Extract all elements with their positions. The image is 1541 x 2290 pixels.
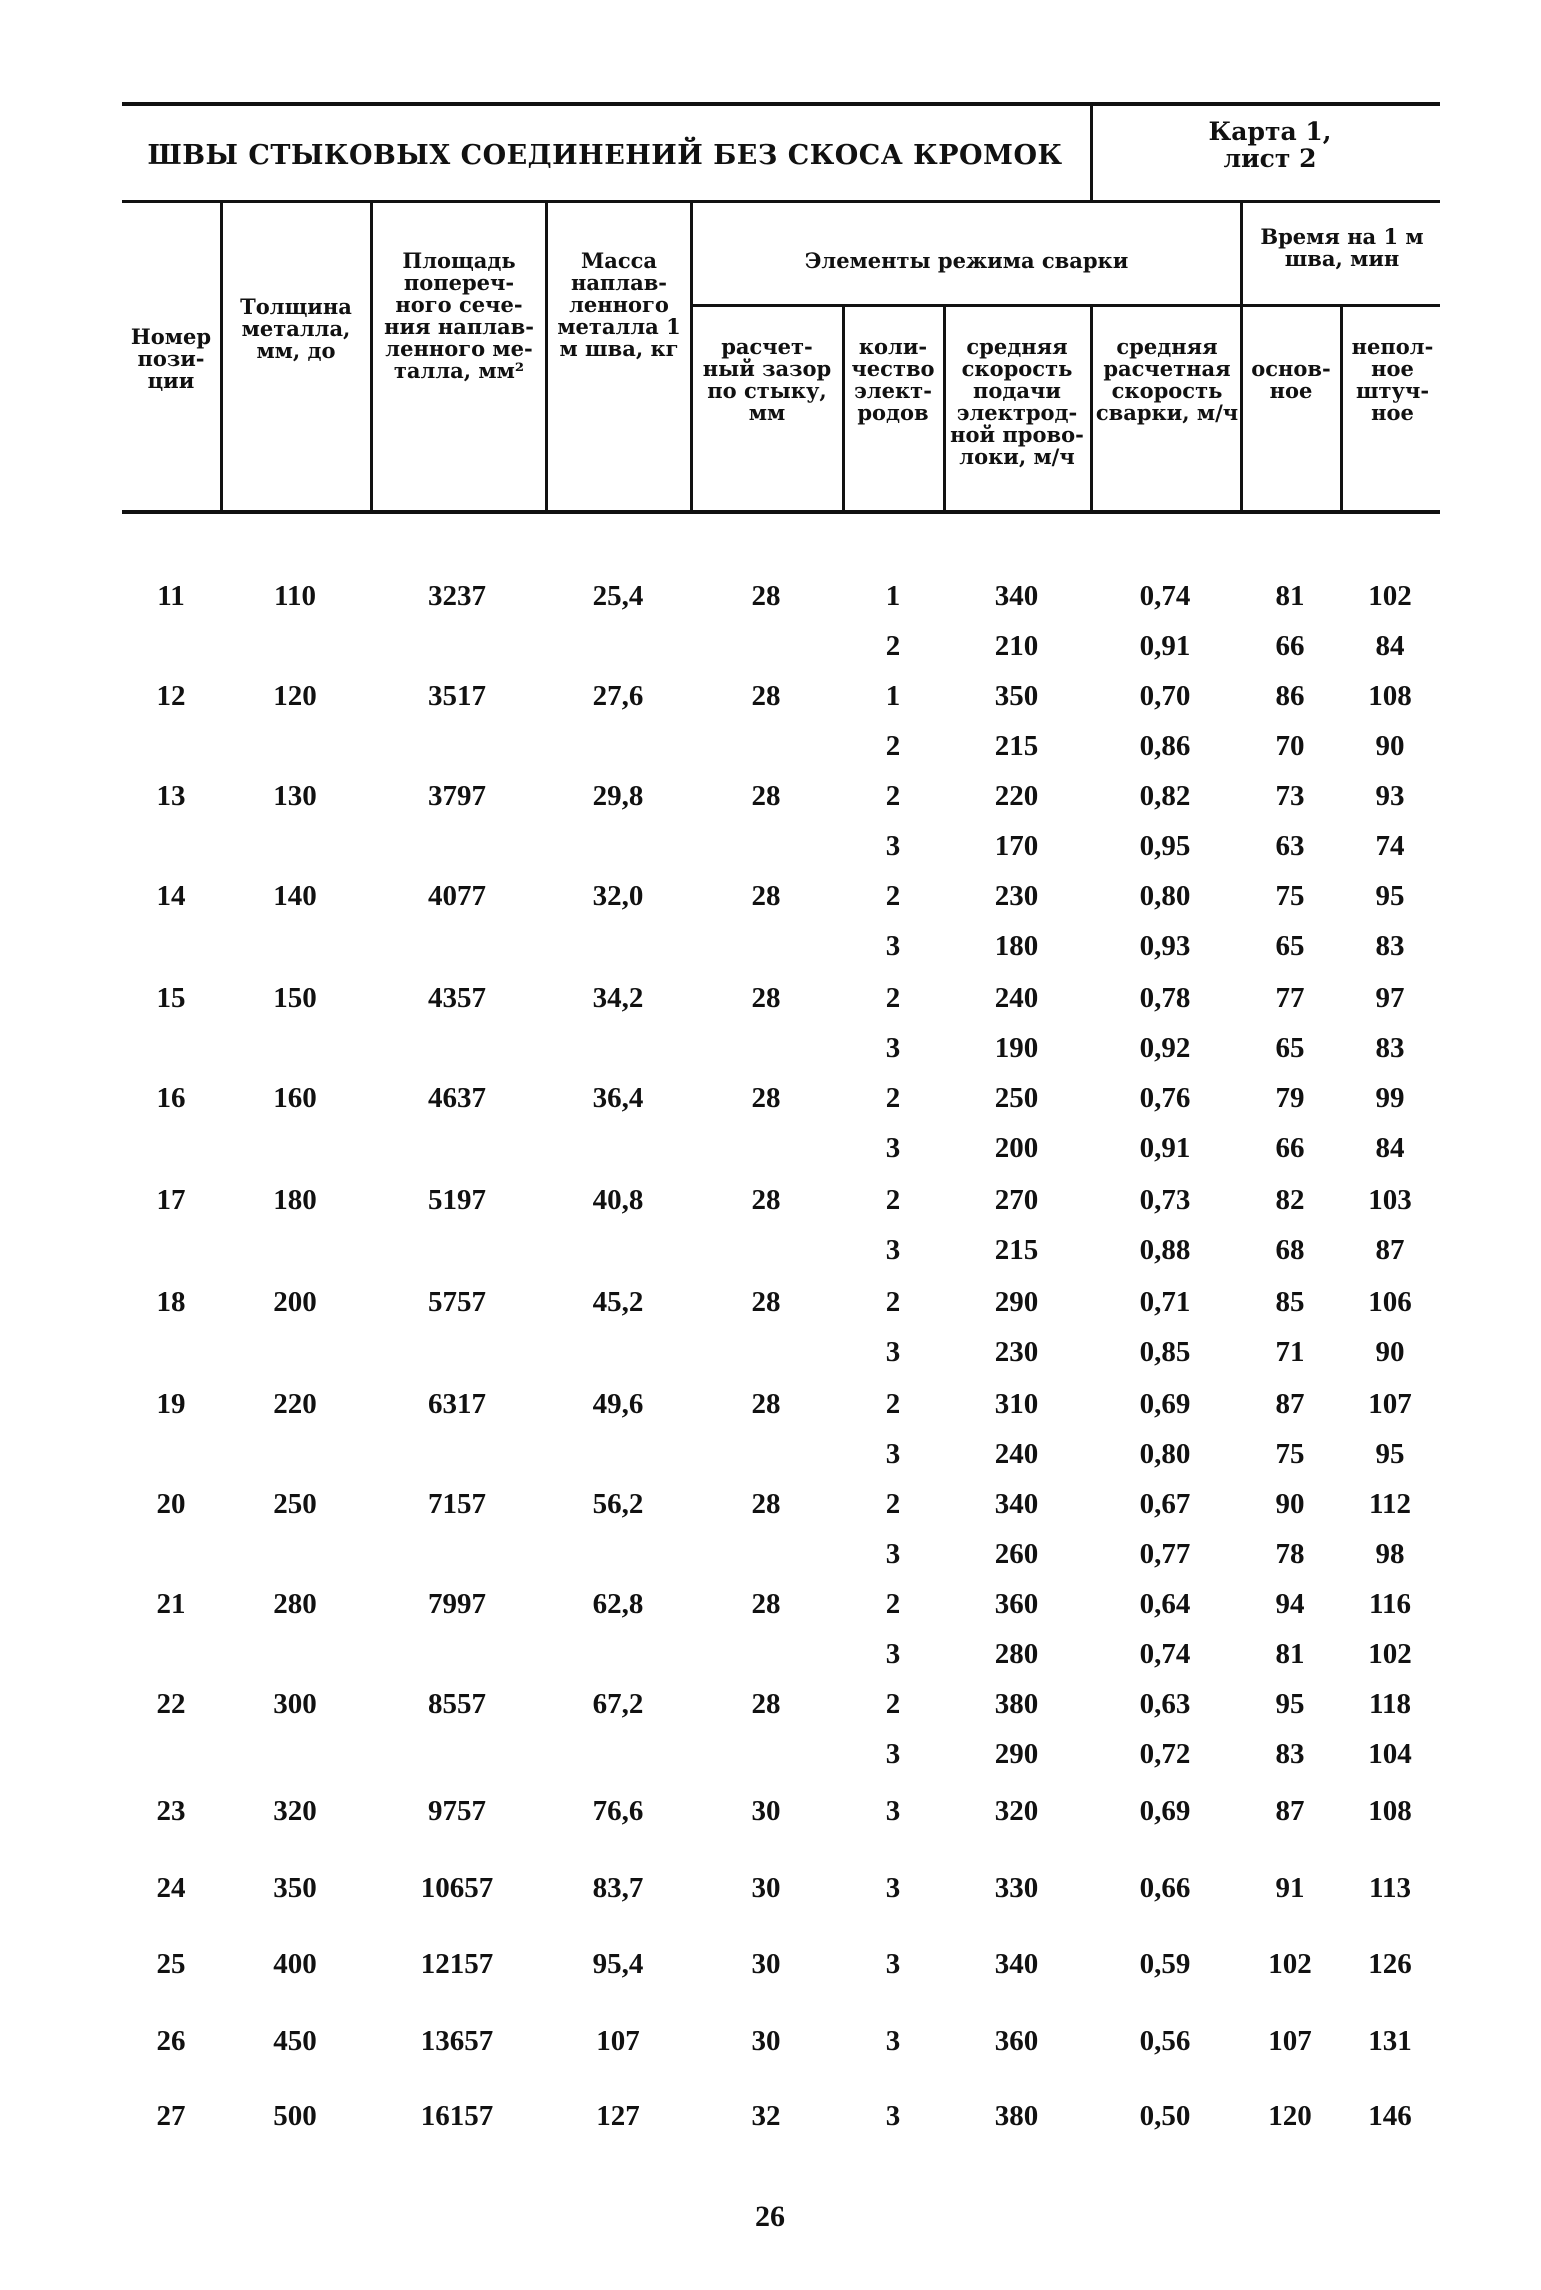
table-row bbox=[0, 1738, 1541, 1782]
cell-speed: 0,69 bbox=[1139, 1388, 1191, 1420]
cell-feed: 220 bbox=[994, 780, 1039, 812]
cell-mass: 36,4 bbox=[592, 1082, 644, 1114]
cell-feed: 210 bbox=[994, 630, 1039, 662]
header-feed: средняя скорость подачи электрод- ной прово- локи, м/ч bbox=[950, 334, 1084, 469]
cell-tp: 116 bbox=[1369, 1588, 1411, 1620]
cell-pos: 13 bbox=[156, 780, 186, 812]
table-row bbox=[0, 1336, 1541, 1380]
cell-t: 400 bbox=[273, 1948, 317, 1980]
header-mass: Масса наплав- ленного металла 1 м шва, кг bbox=[557, 248, 681, 361]
cell-gap: 28 bbox=[751, 1588, 781, 1620]
cell-t: 110 bbox=[274, 580, 316, 612]
cell-pos: 23 bbox=[156, 1795, 186, 1827]
cell-area: 13657 bbox=[420, 2025, 494, 2057]
cell-tp: 83 bbox=[1375, 930, 1405, 962]
cell-tm: 85 bbox=[1275, 1286, 1305, 1318]
cell-feed: 215 bbox=[994, 1234, 1039, 1266]
cell-tm: 66 bbox=[1275, 1132, 1305, 1164]
cell-n: 3 bbox=[885, 1948, 901, 1980]
cell-tm: 66 bbox=[1275, 630, 1305, 662]
header-main-time: основ- ное bbox=[1251, 356, 1331, 403]
cell-tp: 90 bbox=[1375, 1336, 1405, 1368]
cell-tp: 90 bbox=[1375, 730, 1405, 762]
table-row bbox=[0, 580, 1541, 624]
cell-tp: 74 bbox=[1375, 830, 1405, 862]
cell-speed: 0,86 bbox=[1139, 730, 1191, 762]
cell-speed: 0,85 bbox=[1139, 1336, 1191, 1368]
cell-tp: 98 bbox=[1375, 1538, 1405, 1570]
cell-feed: 350 bbox=[994, 680, 1039, 712]
table-row bbox=[0, 1082, 1541, 1126]
cell-gap: 28 bbox=[751, 1688, 781, 1720]
cell-tm: 91 bbox=[1275, 1872, 1305, 1904]
table-row bbox=[0, 730, 1541, 774]
header-time-group: Время на 1 м шва, мин bbox=[1260, 224, 1424, 271]
cell-gap: 28 bbox=[751, 1388, 781, 1420]
cell-feed: 290 bbox=[994, 1286, 1039, 1318]
table-row bbox=[0, 982, 1541, 1026]
cell-tp: 93 bbox=[1375, 780, 1405, 812]
cell-speed: 0,72 bbox=[1139, 1738, 1191, 1770]
card-line-1: Карта 1, bbox=[1208, 117, 1332, 146]
cell-feed: 250 bbox=[994, 1082, 1039, 1114]
cell-n: 2 bbox=[885, 1082, 901, 1114]
cell-pos: 27 bbox=[156, 2100, 186, 2132]
cell-area: 10657 bbox=[420, 1872, 494, 1904]
cell-tp: 107 bbox=[1368, 1388, 1412, 1420]
cell-pos: 25 bbox=[156, 1948, 186, 1980]
header-piece-time: непол- ное штуч- ное bbox=[1351, 334, 1434, 425]
cell-tp: 95 bbox=[1375, 1438, 1405, 1470]
cell-mass: 40,8 bbox=[592, 1184, 644, 1216]
cell-speed: 0,80 bbox=[1139, 880, 1191, 912]
cell-n: 3 bbox=[885, 1638, 901, 1670]
cell-n: 1 bbox=[885, 580, 901, 612]
cell-speed: 0,80 bbox=[1139, 1438, 1191, 1470]
cell-mass: 107 bbox=[596, 2025, 640, 2057]
cell-n: 3 bbox=[885, 1234, 901, 1266]
cell-speed: 0,56 bbox=[1139, 2025, 1191, 2057]
cell-gap: 28 bbox=[751, 1488, 781, 1520]
cell-tm: 75 bbox=[1275, 1438, 1305, 1470]
header-vline-7 bbox=[1090, 305, 1093, 513]
cell-mass: 62,8 bbox=[592, 1588, 644, 1620]
cell-t: 200 bbox=[273, 1286, 317, 1318]
cell-t: 130 bbox=[273, 780, 317, 812]
cell-speed: 0,91 bbox=[1139, 1132, 1191, 1164]
cell-gap: 28 bbox=[751, 1184, 781, 1216]
header-vline-4 bbox=[690, 203, 693, 513]
header-electrodes: коли- чество элект- родов bbox=[851, 334, 935, 425]
cell-pos: 17 bbox=[156, 1184, 186, 1216]
table-row bbox=[0, 1488, 1541, 1532]
cell-tp: 126 bbox=[1368, 1948, 1412, 1980]
table-row bbox=[0, 1638, 1541, 1682]
cell-pos: 26 bbox=[156, 2025, 186, 2057]
cell-area: 12157 bbox=[420, 1948, 494, 1980]
cell-gap: 28 bbox=[751, 880, 781, 912]
cell-tm: 81 bbox=[1275, 580, 1305, 612]
cell-t: 300 bbox=[273, 1688, 317, 1720]
cell-speed: 0,95 bbox=[1139, 830, 1191, 862]
cell-feed: 380 bbox=[994, 1688, 1039, 1720]
cell-mass: 83,7 bbox=[592, 1872, 644, 1904]
cell-tp: 99 bbox=[1375, 1082, 1405, 1114]
cell-area: 6317 bbox=[428, 1388, 486, 1420]
cell-tp: 112 bbox=[1369, 1488, 1411, 1520]
cell-area: 16157 bbox=[420, 2100, 494, 2132]
cell-speed: 0,78 bbox=[1139, 982, 1191, 1014]
cell-n: 2 bbox=[885, 1488, 901, 1520]
cell-n: 2 bbox=[885, 630, 901, 662]
cell-tm: 75 bbox=[1275, 880, 1305, 912]
table-row bbox=[0, 1795, 1541, 1839]
table-row bbox=[0, 1538, 1541, 1582]
cell-mass: 27,6 bbox=[592, 680, 644, 712]
cell-mass: 49,6 bbox=[592, 1388, 644, 1420]
cell-n: 2 bbox=[885, 730, 901, 762]
cell-area: 3797 bbox=[428, 780, 486, 812]
table-row bbox=[0, 630, 1541, 674]
cell-feed: 280 bbox=[994, 1638, 1039, 1670]
header-speed: средняя расчетная скорость сварки, м/ч bbox=[1095, 334, 1239, 425]
cell-area: 3517 bbox=[428, 680, 486, 712]
cell-feed: 310 bbox=[994, 1388, 1039, 1420]
cell-speed: 0,64 bbox=[1139, 1588, 1191, 1620]
cell-tp: 84 bbox=[1375, 1132, 1405, 1164]
cell-area: 4357 bbox=[428, 982, 486, 1014]
title-card-divider bbox=[1090, 102, 1093, 203]
cell-pos: 22 bbox=[156, 1688, 186, 1720]
cell-pos: 12 bbox=[156, 680, 186, 712]
cell-speed: 0,67 bbox=[1139, 1488, 1191, 1520]
table-row bbox=[0, 780, 1541, 824]
cell-mass: 29,8 bbox=[592, 780, 644, 812]
cell-tm: 86 bbox=[1275, 680, 1305, 712]
table-row bbox=[0, 2100, 1541, 2144]
cell-speed: 0,82 bbox=[1139, 780, 1191, 812]
cell-tp: 102 bbox=[1368, 580, 1412, 612]
cell-feed: 170 bbox=[994, 830, 1039, 862]
cell-gap: 30 bbox=[751, 1795, 781, 1827]
table-row bbox=[0, 2025, 1541, 2069]
header-area: Площадь попереч- ного сече- ния наплав- ленного ме- талла, мм² bbox=[384, 248, 534, 383]
table-row bbox=[0, 830, 1541, 874]
cell-feed: 360 bbox=[994, 1588, 1039, 1620]
cell-tp: 108 bbox=[1368, 680, 1412, 712]
cell-n: 2 bbox=[885, 982, 901, 1014]
cell-t: 140 bbox=[273, 880, 317, 912]
cell-t: 180 bbox=[273, 1184, 317, 1216]
cell-t: 150 bbox=[273, 982, 317, 1014]
cell-speed: 0,70 bbox=[1139, 680, 1191, 712]
cell-tp: 87 bbox=[1375, 1234, 1405, 1266]
cell-n: 3 bbox=[885, 1032, 901, 1064]
cell-feed: 340 bbox=[994, 580, 1039, 612]
cell-tp: 146 bbox=[1368, 2100, 1412, 2132]
cell-t: 160 bbox=[273, 1082, 317, 1114]
cell-tp: 102 bbox=[1368, 1638, 1412, 1670]
cell-mass: 45,2 bbox=[592, 1286, 644, 1318]
cell-mass: 127 bbox=[596, 2100, 640, 2132]
cell-n: 2 bbox=[885, 1588, 901, 1620]
table-row bbox=[0, 1588, 1541, 1632]
card-line-2: лист 2 bbox=[1223, 144, 1317, 173]
cell-tm: 79 bbox=[1275, 1082, 1305, 1114]
cell-gap: 30 bbox=[751, 1872, 781, 1904]
cell-speed: 0,66 bbox=[1139, 1872, 1191, 1904]
cell-feed: 215 bbox=[994, 730, 1039, 762]
cell-tp: 131 bbox=[1368, 2025, 1412, 2057]
cell-gap: 28 bbox=[751, 1286, 781, 1318]
cell-feed: 290 bbox=[994, 1738, 1039, 1770]
cell-tm: 87 bbox=[1275, 1388, 1305, 1420]
cell-n: 2 bbox=[885, 1388, 901, 1420]
cell-n: 2 bbox=[885, 1688, 901, 1720]
cell-area: 5757 bbox=[428, 1286, 486, 1318]
cell-tm: 65 bbox=[1275, 930, 1305, 962]
cell-tm: 65 bbox=[1275, 1032, 1305, 1064]
table-row bbox=[0, 1948, 1541, 1992]
cell-n: 3 bbox=[885, 1336, 901, 1368]
cell-tm: 77 bbox=[1275, 982, 1305, 1014]
cell-mass: 67,2 bbox=[592, 1688, 644, 1720]
cell-feed: 320 bbox=[994, 1795, 1039, 1827]
cell-pos: 15 bbox=[156, 982, 186, 1014]
cell-n: 3 bbox=[885, 1538, 901, 1570]
cell-mass: 32,0 bbox=[592, 880, 644, 912]
table-row bbox=[0, 680, 1541, 724]
cell-tp: 104 bbox=[1368, 1738, 1412, 1770]
cell-tm: 120 bbox=[1268, 2100, 1312, 2132]
cell-gap: 30 bbox=[751, 1948, 781, 1980]
cell-tm: 90 bbox=[1275, 1488, 1305, 1520]
cell-speed: 0,74 bbox=[1139, 580, 1191, 612]
header-position: Номер пози- ции bbox=[130, 324, 212, 393]
cell-area: 7997 bbox=[428, 1588, 486, 1620]
cell-t: 500 bbox=[273, 2100, 317, 2132]
cell-feed: 180 bbox=[994, 930, 1039, 962]
cell-speed: 0,93 bbox=[1139, 930, 1191, 962]
header-vline-6 bbox=[943, 305, 946, 513]
cell-mass: 56,2 bbox=[592, 1488, 644, 1520]
cell-t: 450 bbox=[273, 2025, 317, 2057]
table-row bbox=[0, 1184, 1541, 1228]
cell-gap: 30 bbox=[751, 2025, 781, 2057]
cell-speed: 0,71 bbox=[1139, 1286, 1191, 1318]
cell-n: 2 bbox=[885, 1184, 901, 1216]
cell-tp: 118 bbox=[1369, 1688, 1411, 1720]
header-vline-8 bbox=[1240, 203, 1243, 513]
cell-speed: 0,76 bbox=[1139, 1082, 1191, 1114]
cell-tm: 78 bbox=[1275, 1538, 1305, 1570]
cell-n: 3 bbox=[885, 2025, 901, 2057]
cell-tm: 107 bbox=[1268, 2025, 1312, 2057]
cell-mass: 76,6 bbox=[592, 1795, 644, 1827]
cell-t: 320 bbox=[273, 1795, 317, 1827]
cell-speed: 0,69 bbox=[1139, 1795, 1191, 1827]
cell-speed: 0,63 bbox=[1139, 1688, 1191, 1720]
cell-pos: 24 bbox=[156, 1872, 186, 1904]
cell-gap: 28 bbox=[751, 1082, 781, 1114]
table-row bbox=[0, 1688, 1541, 1732]
table-title: ШВЫ СТЫКОВЫХ СОЕДИНЕНИЙ БЕЗ СКОСА КРОМОК bbox=[147, 140, 1063, 171]
header-bottom-rule bbox=[122, 510, 1440, 514]
header-thickness: Толщина металла, мм, до bbox=[240, 294, 352, 363]
cell-speed: 0,92 bbox=[1139, 1032, 1191, 1064]
cell-feed: 190 bbox=[994, 1032, 1039, 1064]
cell-t: 250 bbox=[273, 1488, 317, 1520]
cell-area: 9757 bbox=[428, 1795, 486, 1827]
cell-gap: 32 bbox=[751, 2100, 781, 2132]
header-vline-9 bbox=[1340, 305, 1343, 513]
table-row bbox=[0, 1234, 1541, 1278]
page-number: 26 bbox=[755, 2200, 785, 2233]
cell-pos: 16 bbox=[156, 1082, 186, 1114]
cell-t: 280 bbox=[273, 1588, 317, 1620]
cell-n: 3 bbox=[885, 1738, 901, 1770]
cell-t: 220 bbox=[273, 1388, 317, 1420]
cell-tp: 84 bbox=[1375, 630, 1405, 662]
cell-n: 3 bbox=[885, 1132, 901, 1164]
cell-feed: 360 bbox=[994, 2025, 1039, 2057]
header-vline-5 bbox=[842, 305, 845, 513]
cell-tp: 108 bbox=[1368, 1795, 1412, 1827]
cell-mass: 34,2 bbox=[592, 982, 644, 1014]
cell-tm: 94 bbox=[1275, 1588, 1305, 1620]
cell-tm: 68 bbox=[1275, 1234, 1305, 1266]
cell-pos: 14 bbox=[156, 880, 186, 912]
cell-feed: 330 bbox=[994, 1872, 1039, 1904]
cell-tm: 102 bbox=[1268, 1948, 1312, 1980]
cell-tm: 70 bbox=[1275, 730, 1305, 762]
table-row bbox=[0, 1872, 1541, 1916]
cell-tm: 73 bbox=[1275, 780, 1305, 812]
cell-tm: 63 bbox=[1275, 830, 1305, 862]
cell-pos: 21 bbox=[156, 1588, 186, 1620]
cell-n: 1 bbox=[885, 680, 901, 712]
top-rule bbox=[122, 102, 1440, 106]
cell-tm: 82 bbox=[1275, 1184, 1305, 1216]
cell-mass: 25,4 bbox=[592, 580, 644, 612]
cell-speed: 0,74 bbox=[1139, 1638, 1191, 1670]
cell-feed: 230 bbox=[994, 880, 1039, 912]
cell-tp: 83 bbox=[1375, 1032, 1405, 1064]
cell-speed: 0,88 bbox=[1139, 1234, 1191, 1266]
cell-n: 3 bbox=[885, 830, 901, 862]
cell-tm: 95 bbox=[1275, 1688, 1305, 1720]
cell-tp: 106 bbox=[1368, 1286, 1412, 1318]
cell-tm: 71 bbox=[1275, 1336, 1305, 1368]
cell-tp: 113 bbox=[1369, 1872, 1411, 1904]
cell-feed: 240 bbox=[994, 982, 1039, 1014]
cell-pos: 19 bbox=[156, 1388, 186, 1420]
cell-area: 4637 bbox=[428, 1082, 486, 1114]
cell-tm: 81 bbox=[1275, 1638, 1305, 1670]
cell-feed: 200 bbox=[994, 1132, 1039, 1164]
cell-n: 3 bbox=[885, 1438, 901, 1470]
cell-n: 3 bbox=[885, 1795, 901, 1827]
cell-n: 2 bbox=[885, 780, 901, 812]
cell-tm: 87 bbox=[1275, 1795, 1305, 1827]
cell-speed: 0,59 bbox=[1139, 1948, 1191, 1980]
header-vline-1 bbox=[220, 203, 223, 513]
cell-mass: 95,4 bbox=[592, 1948, 644, 1980]
cell-area: 7157 bbox=[428, 1488, 486, 1520]
cell-feed: 270 bbox=[994, 1184, 1039, 1216]
cell-feed: 230 bbox=[994, 1336, 1039, 1368]
cell-t: 350 bbox=[273, 1872, 317, 1904]
cell-area: 8557 bbox=[428, 1688, 486, 1720]
cell-n: 2 bbox=[885, 880, 901, 912]
table-row bbox=[0, 1438, 1541, 1482]
cell-feed: 380 bbox=[994, 2100, 1039, 2132]
table-row bbox=[0, 880, 1541, 924]
cell-feed: 260 bbox=[994, 1538, 1039, 1570]
cell-speed: 0,77 bbox=[1139, 1538, 1191, 1570]
header-regime-group: Элементы режима сварки bbox=[804, 248, 1129, 273]
cell-gap: 28 bbox=[751, 580, 781, 612]
cell-area: 3237 bbox=[428, 580, 486, 612]
cell-tp: 95 bbox=[1375, 880, 1405, 912]
header-gap: расчет- ный зазор по стыку, мм bbox=[702, 334, 832, 425]
cell-tm: 83 bbox=[1275, 1738, 1305, 1770]
table-row bbox=[0, 1286, 1541, 1330]
cell-gap: 28 bbox=[751, 680, 781, 712]
cell-n: 2 bbox=[885, 1286, 901, 1318]
cell-pos: 11 bbox=[157, 580, 185, 612]
cell-n: 3 bbox=[885, 1872, 901, 1904]
cell-feed: 340 bbox=[994, 1948, 1039, 1980]
cell-n: 3 bbox=[885, 2100, 901, 2132]
cell-area: 4077 bbox=[428, 880, 486, 912]
cell-n: 3 bbox=[885, 930, 901, 962]
cell-speed: 0,73 bbox=[1139, 1184, 1191, 1216]
cell-feed: 340 bbox=[994, 1488, 1039, 1520]
group-header-rule bbox=[690, 304, 1440, 307]
header-vline-3 bbox=[545, 203, 548, 513]
cell-gap: 28 bbox=[751, 982, 781, 1014]
cell-pos: 18 bbox=[156, 1286, 186, 1318]
cell-speed: 0,91 bbox=[1139, 630, 1191, 662]
table-row bbox=[0, 1032, 1541, 1076]
cell-gap: 28 bbox=[751, 780, 781, 812]
card-label bbox=[1100, 118, 1440, 172]
table-row bbox=[0, 1132, 1541, 1176]
header-vline-2 bbox=[370, 203, 373, 513]
cell-t: 120 bbox=[273, 680, 317, 712]
cell-tp: 97 bbox=[1375, 982, 1405, 1014]
cell-area: 5197 bbox=[428, 1184, 486, 1216]
cell-tp: 103 bbox=[1368, 1184, 1412, 1216]
table-row bbox=[0, 930, 1541, 974]
cell-feed: 240 bbox=[994, 1438, 1039, 1470]
cell-speed: 0,50 bbox=[1139, 2100, 1191, 2132]
cell-pos: 20 bbox=[156, 1488, 186, 1520]
table-row bbox=[0, 1388, 1541, 1432]
